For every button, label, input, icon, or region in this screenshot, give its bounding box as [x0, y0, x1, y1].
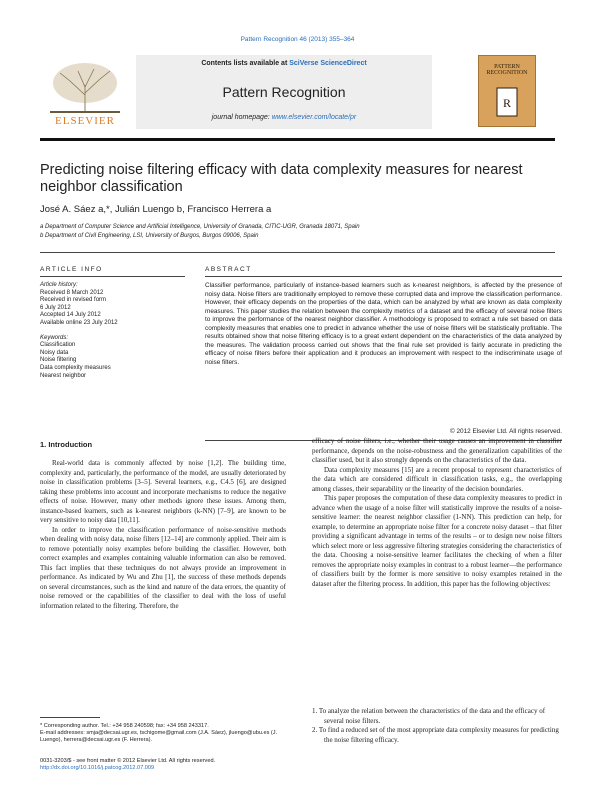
- paragraph: In order to improve the classification performance of noise-sensitive methods when dealing with noisy data, noise filters [12–14] are commonly applied. Their aim is to remove potentially noisy examples before building the classifier. However, both correct examples and examples containing valuable information can also be removed. This fact implies that these techniques do not always provide an improvement in performance. As indicated by Wu and Zhu [1], the success of these methods depends on several circumstances, such as the kind and nature of the data errors, the quantity of noise removed or the capabilities of the classifier to deal with the loss of useful information related to the filtering. Therefore, the: [40, 525, 286, 610]
- abstract-text: Classifier performance, particularly of instance-based learners such as k-nearest neighbors, is affected by the presence of noisy data. Noise filters are traditionally employed to remove these corrupted data and improve the classification performance. However, their efficacy depends on the properties of the data, which can be analyzed by what are known as data complexity measures. This paper studies the relation between the complexity metrics of a dataset and the efficacy of several noise filters to improve the performance of the nearest neighbor classifier. A methodology is proposed to extract a rule set based on data complexity measures that enables one to predict in advance whether the use of noise filters will be statistically profitable. The results obtained show that noise filtering efficacy is to a great extent dependent on the characteristics of the data analyzed by the measures. The validation process carried out shows that the final rule set provided is fairly accurate in predicting the efficacy of noise filters before their application and it produces an improvement with respect to the indiscriminate usage of noise filters.: [205, 282, 562, 366]
- info-line: 6 July 2012: [40, 304, 71, 311]
- contents-line: [136, 60, 432, 67]
- paragraph: Real-world data is commonly affected by noise [1,2]. The building time, complexity and, particularly, the performance of the model, are usually deteriorated by noise in classification problems [3–5]. Several learners, e.g., C4.5 [6], are designed taking these problems into account and incorporate mechanisms to reduce the negative effects of noise. However, many other methods ignore these issues. Among them, instance-based learners, such as k-nearest neighbors (k-NN) [7–9], are known to be very sensitive to noisy data [10,11].: [40, 459, 286, 524]
- right-column: [312, 437, 562, 589]
- article-info-heading: ARTICLE INFO: [40, 266, 103, 273]
- keyword: Nearest neighbor: [40, 372, 87, 379]
- header-rule: [40, 138, 555, 141]
- abstract-rule: [205, 276, 562, 277]
- author-list: José A. Sáez a,*, Julián Luengo b, Francisco Herrera a: [40, 204, 272, 215]
- keyword: Data complexity measures: [40, 364, 111, 371]
- journal-cover-image: [478, 55, 536, 127]
- doi-link[interactable]: http://dx.doi.org/10.1016/j.patcog.2012.07.009: [40, 765, 155, 771]
- corresponding-author: * Corresponding author. Tel.: +34 958 240598; fax: +34 958 243317.: [40, 723, 209, 729]
- keyword: Noisy data: [40, 349, 69, 356]
- info-line: Article history:: [40, 282, 78, 288]
- info-line: Accepted 14 July 2012: [40, 312, 101, 319]
- article-title: Predicting noise filtering efficacy with data complexity measures for nearest neighbor classification: [40, 162, 523, 195]
- left-column: [40, 459, 286, 611]
- publisher-name: ELSEVIER: [55, 115, 115, 127]
- affiliation-b: b Department of Civil Engineering, LSI, University of Burgos, Burgos 09006, Spain: [40, 233, 259, 239]
- affiliation-a: a Department of Computer Science and Artificial Intelligence, University of Granada, CITIC-UGR, Granada 18071, Spain: [40, 224, 360, 230]
- elsevier-logo: [40, 55, 130, 129]
- footnote: [40, 723, 286, 744]
- footnote-rule: [40, 717, 100, 718]
- issn-line: 0031-3203/$ - see front matter © 2012 Elsevier Ltd. All rights reserved.: [40, 758, 216, 764]
- info-rule: [40, 276, 185, 277]
- contents-prefix: Contents lists available at: [201, 60, 290, 67]
- footer: [40, 758, 286, 772]
- section-heading: 1. Introduction: [40, 440, 93, 449]
- homepage-prefix: journal homepage:: [211, 114, 272, 121]
- title-rule: [40, 252, 555, 253]
- abstract-heading: ABSTRACT: [205, 266, 252, 273]
- email-addresses[interactable]: E-mail addresses: smja@decsai.ugr.es, tschigome@gmail.com (J.A. Sáez), jluengo@ubu.es (J. Luengo), herrera@decsai.ugr.es (F. Herrera).: [40, 730, 278, 743]
- journal-reference[interactable]: Pattern Recognition 46 (2013) 355–364: [240, 36, 355, 43]
- svg-text:R: R: [502, 96, 512, 110]
- info-line: Keywords:: [40, 334, 69, 341]
- paragraph: efficacy of noise filters, i.e., whether their usage causes an improvement in classifier performance, depends on the noise-robustness and the generalization capabilities of the classifier used, but it also strongly depends on the characteristics of the data.: [312, 437, 562, 464]
- sciencedirect-link[interactable]: SciVerse ScienceDirect: [289, 60, 367, 67]
- objectives-list: [312, 707, 562, 745]
- paragraph: Data complexity measures [15] are a recent proposal to represent characteristics of the data which are considered difficult in classification tasks, e.g., the overlapping among classes, their separability or the linearity of the decision boundaries.: [312, 465, 562, 493]
- homepage-link[interactable]: www.elsevier.com/locate/pr: [271, 114, 357, 121]
- info-line: Received 8 March 2012: [40, 289, 104, 296]
- paragraph: This paper proposes the computation of these data complexity measures to predict in advance when the usage of a noise filter will statistically improve the results of a noise-sensitive learner: the nearest neighbor classifier (1-NN). This prediction can help, for example, to determine an appropriate noise filter for a concrete noisy dataset – that filter providing a significant advantage in terms of the results – or to design new noise filters which select more or less aggressive filtering strategies considering the characteristics of the data. Choosing a noise-sensitive learner facilitates the checking of when a filter removes the appropriate noisy examples in contrast to a robust learner—the performance of classifiers built by the former is more sensitive to noisy examples retained in the dataset after the filtering process. In addition, this paper has the following objectives:: [312, 494, 562, 588]
- info-line: Available online 23 July 2012: [40, 319, 118, 326]
- cover-title: PATTERN RECOGNITION: [486, 64, 528, 76]
- info-spacer: [40, 328, 180, 335]
- list-item: 1. To analyze the relation between the characteristics of the data and the efficacy of several noise filters.: [312, 707, 546, 725]
- list-item: 2. To find a reduced set of the most appropriate data complexity measures for predicting the noise filtering efficacy.: [312, 726, 559, 744]
- article-info: [40, 282, 180, 380]
- journal-title: Pattern Recognition: [222, 84, 346, 100]
- keyword: Classification: [40, 342, 76, 349]
- homepage-line: [136, 114, 432, 121]
- info-line: Received in revised form: [40, 297, 107, 304]
- copyright: © 2012 Elsevier Ltd. All rights reserved.: [450, 428, 562, 435]
- keyword: Noise filtering: [40, 357, 77, 364]
- cover-emblem-icon: [479, 84, 535, 124]
